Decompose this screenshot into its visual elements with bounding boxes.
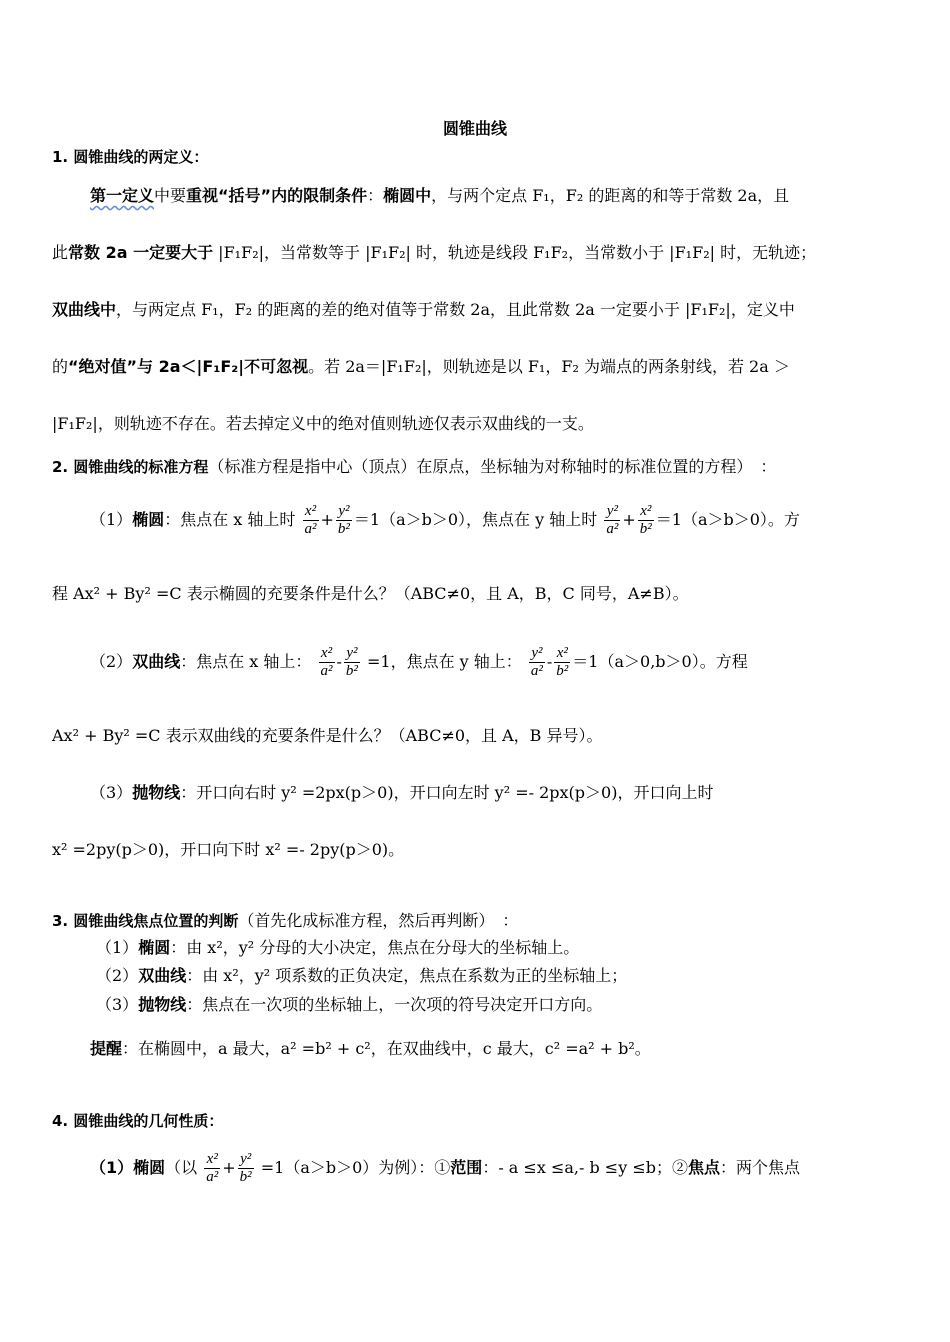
frac-num: y² (604, 503, 620, 521)
s3-text: ：由 x²，y² 项系数的正负决定，焦点在系数为正的坐标轴上； (186, 966, 628, 985)
s1-emphasis: 重视“括号”内的限制条件 (186, 186, 368, 205)
fraction-x2-b2 (638, 503, 654, 538)
s3-item-2 (52, 965, 942, 987)
s1-hyperbola-term: 双曲线中 (52, 300, 117, 319)
s2-parabola-line-2: x² =2py(p＞0)，开口向下时 x² =- 2py(p＞0)。 (52, 840, 405, 859)
s1-line-3 (52, 299, 898, 321)
fraction-y2-b2 (344, 645, 360, 680)
s3-term: 椭圆 (138, 938, 171, 957)
s4-line-1: （1）椭圆（以 $\frac{\text{x²}}{\text{a²}}$ + $\frac{\text{y²}}{\text{b²}}$ =1（a＞b＞0）为例）：①范围：- a ≤x ≤a,- b ≤y ≤b；②焦点：两个焦点 (90, 1151, 801, 1185)
section-2-heading (52, 456, 898, 478)
s2-ellipse-term: 椭圆 (132, 510, 165, 529)
fraction-y2-a2 (529, 645, 545, 680)
s2-parabola-line-1 (52, 782, 936, 804)
fraction-x2-b2 (554, 645, 570, 680)
s1-line-4 (52, 356, 898, 378)
fraction-y2-b2 (238, 1151, 254, 1186)
s3-term: 双曲线 (138, 966, 187, 985)
s3-heading-note: （首先化成标准方程，然后再判断） ： (238, 911, 519, 930)
frac-num: y² (529, 645, 545, 663)
s1-text: |F₁F₂|，当常数等于 |F₁F₂| 时，轨迹是线段 F₁F₂，当常数小于 |F₁F₂| 时，无轨迹； (213, 243, 817, 262)
s4-range-term: 范围 (450, 1158, 483, 1177)
s4-text: =1（a＞b＞0）为例）：① (255, 1158, 451, 1177)
section-4-heading: 4. 圆锥曲线的几何性质： (52, 1112, 224, 1130)
frac-den: a² (320, 663, 333, 679)
s1-ellipse-term: 椭圆中 (383, 186, 432, 205)
s2-text: =1，焦点在 y 轴上： (361, 652, 522, 671)
s3-text: ：焦点在一次项的坐标轴上，一次项的符号决定开口方向。 (186, 995, 603, 1014)
s4-focus-term: 焦点 (687, 1158, 720, 1177)
s2-ellipse-line-1: （1）椭圆：焦点在 x 轴上时 $\frac{\text{x²}}{\text{a²}}$ + $\frac{\text{y²}}{\text{b²}}$ ＝1（a＞b＞0），焦点在 y 轴上时 $\frac{\text{y²}}{\text{a²}}$ + $\frac{\text{x²}}{\text{b²}}$ ＝1（a＞b＞0）。方 (90, 503, 800, 537)
frac-den: b² (556, 663, 569, 679)
s2-text: ：焦点在 x 轴上： (180, 652, 312, 671)
s2-hyperbola-line-2: Ax² + By² =C 表示双曲线的充要条件是什么？（ABC≠0，且 A，B 异号）。 (52, 726, 603, 745)
s2-label: （3） (90, 783, 133, 802)
s3-label: （3） (96, 995, 139, 1014)
fraction-y2-b2 (336, 503, 352, 538)
section-1-heading: 1. 圆锥曲线的两定义： (52, 148, 209, 166)
frac-num: x² (319, 645, 335, 663)
s3-reminder-label: 提醒 (90, 1039, 123, 1058)
s4-text: ：两个焦点 (720, 1158, 801, 1177)
s2-text: ＝1（a＞0,b＞0）。方程 (572, 652, 748, 671)
fraction-y2-a2 (604, 503, 620, 538)
frac-num: x² (638, 503, 654, 521)
frac-den: b² (239, 1169, 252, 1185)
s3-item-3 (52, 994, 942, 1016)
s4-ellipse-term: （1）椭圆 (90, 1158, 166, 1177)
fraction-x2-a2 (319, 645, 335, 680)
s3-label: （1） (96, 938, 139, 957)
s2-text: ：开口向右时 y² =2px(p＞0)，开口向左时 y² =- 2px(p＞0)，开口向上时 (180, 783, 714, 802)
s2-text: ：焦点在 x 轴上时 (164, 510, 296, 529)
frac-den: b² (345, 663, 358, 679)
s4-text: ：- a ≤x ≤a,- b ≤y ≤b；② (482, 1158, 688, 1177)
s1-text: 。若 2a＝|F₁F₂|，则轨迹是以 F₁，F₂ 为端点的两条射线，若 2a ＞ (308, 357, 790, 376)
s3-text: ：在椭圆中，a 最大，a² =b² + c²，在双曲线中，c 最大，c² =a² + b²。 (122, 1039, 651, 1058)
s3-heading-text: 3. 圆锥曲线焦点位置的判断 (52, 912, 239, 930)
s2-hyperbola-line-1: （2）双曲线：焦点在 x 轴上： $\frac{\text{x²}}{\text{a²}}$ - $\frac{\text{y²}}{\text{b²}}$ =1，焦点在 y 轴上： $\frac{\text{y²}}{\text{a²}}$ - $\frac{\text{x²}}{\text{b²}}$ ＝1（a＞0,b＞0）。方程 (90, 645, 748, 679)
s3-reminder (52, 1038, 936, 1060)
s1-text: 中要 (154, 186, 187, 205)
s4-text: （以 (165, 1158, 198, 1177)
frac-den: a² (304, 521, 317, 537)
frac-num: y² (336, 503, 352, 521)
frac-den: b² (639, 521, 652, 537)
s3-text: ：由 x²，y² 分母的大小决定，焦点在分母大的坐标轴上。 (170, 938, 580, 957)
s1-text: ，与两个定点 F₁，F₂ 的距离的和等于常数 2a，且 (431, 186, 790, 205)
frac-num: y² (344, 645, 360, 663)
s1-emphasis: “绝对值”与 2a＜|F₁F₂|不可忽视 (68, 357, 309, 376)
s1-line-2 (52, 242, 898, 264)
s2-parabola-term: 抛物线 (132, 783, 181, 802)
s3-label: （2） (96, 966, 139, 985)
s2-ellipse-line-2: 程 Ax² + By² =C 表示椭圆的充要条件是什么？（ABC≠0，且 A，B，C 同号，A≠B）。 (52, 584, 689, 603)
frac-num: x² (204, 1151, 220, 1169)
frac-den: b² (337, 521, 350, 537)
s2-hyperbola-term: 双曲线 (132, 652, 181, 671)
frac-num: x² (303, 503, 319, 521)
s1-line-1 (52, 185, 936, 207)
frac-den: a² (530, 663, 543, 679)
frac-num: y² (238, 1151, 254, 1169)
frac-num: x² (554, 645, 570, 663)
s1-text: 此 (52, 243, 69, 262)
s2-heading-note: （标准方程是指中心（顶点）在原点，坐标轴为对称轴时的标准位置的方程） ： (208, 457, 777, 476)
s1-text: ，与两定点 F₁，F₂ 的距离的差的绝对值等于常数 2a，且此常数 2a 一定要小于 |F₁F₂|，定义中 (116, 300, 795, 319)
s1-text: 的 (52, 357, 69, 376)
s2-text: ＝1（a＞b＞0），焦点在 y 轴上时 (353, 510, 598, 529)
page-title: 圆锥曲线 (442, 119, 507, 138)
frac-den: a² (206, 1169, 219, 1185)
fraction-x2-a2 (204, 1151, 220, 1186)
frac-den: a² (606, 521, 619, 537)
s3-item-1 (52, 937, 942, 959)
fraction-x2-a2 (303, 503, 319, 538)
s1-emphasis: 常数 2a 一定要大于 (68, 243, 214, 262)
s2-heading-text: 2. 圆锥曲线的标准方程 (52, 458, 209, 476)
s1-text: ： (367, 186, 384, 205)
s2-text: ＝1（a＞b＞0）。方 (655, 510, 800, 529)
s2-label: （1） (90, 510, 133, 529)
s3-term: 抛物线 (138, 995, 187, 1014)
section-3-heading (52, 910, 898, 932)
s1-first-definition: 第一定义 (90, 186, 155, 205)
s2-label: （2） (90, 652, 133, 671)
s1-line-5: |F₁F₂|，则轨迹不存在。若去掉定义中的绝对值则轨迹仅表示双曲线的一支。 (52, 414, 594, 433)
